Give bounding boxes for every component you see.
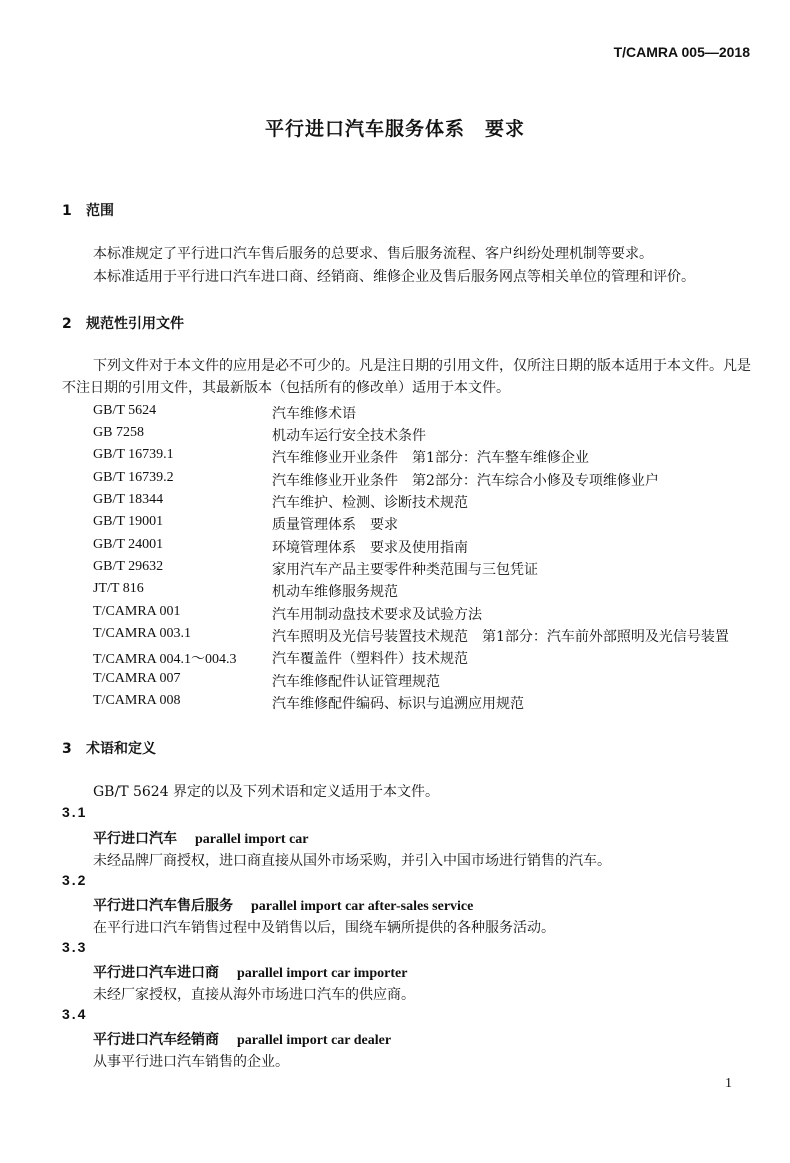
- reference-title: 汽车维修业开业条件 第1部分：汽车整车维修企业: [272, 450, 589, 466]
- reference-title: 汽车用制动盘技术要求及试验方法: [272, 607, 482, 623]
- section-title: 规范性引用文件: [86, 316, 184, 332]
- reference-code: GB/T 19001: [93, 514, 164, 529]
- term-en: parallel import car importer: [237, 966, 408, 981]
- term-en: parallel import car after-sales service: [251, 899, 474, 914]
- page-number: 1: [725, 1076, 732, 1091]
- term-name: [93, 962, 407, 982]
- section-number: 1: [62, 203, 72, 219]
- standard-code: T/CAMRA 005—2018: [613, 44, 750, 60]
- reference-code: T/CAMRA 008: [93, 693, 181, 708]
- term-name: [93, 895, 473, 915]
- term-number: 3.4: [62, 1006, 88, 1022]
- reference-title: 汽车维修配件编码、标识与追溯应用规范: [272, 696, 524, 712]
- reference-code: GB/T 16739.1: [93, 447, 174, 462]
- reference-code: GB/T 18344: [93, 492, 164, 507]
- term-name: [93, 1029, 391, 1049]
- reference-title: 汽车照明及光信号装置技术规范 第1部分：汽车前外部照明及光信号装置: [272, 629, 729, 645]
- term-number: 3.2: [62, 872, 88, 888]
- section-title: 范围: [86, 203, 114, 219]
- reference-code: T/CAMRA 003.1: [93, 626, 192, 641]
- section-number: 3: [62, 741, 72, 757]
- terms-intro: GB/T 5624 界定的以及下列术语和定义适用于本文件。: [93, 784, 440, 800]
- scope-paragraph-1: 本标准规定了平行进口汽车售后服务的总要求、售后服务流程、客户纠纷处理机制等要求。: [93, 246, 653, 262]
- reference-code: GB/T 24001: [93, 537, 164, 552]
- reference-title: 汽车维护、检测、诊断技术规范: [272, 495, 468, 511]
- term-number: 3.3: [62, 939, 88, 955]
- reference-title: 汽车维修配件认证管理规范: [272, 674, 440, 690]
- section-3-heading: [62, 738, 156, 758]
- section-2-heading: [62, 313, 184, 333]
- term-en: parallel import car dealer: [237, 1033, 392, 1048]
- reference-code: T/CAMRA 004.1～004.3: [93, 652, 237, 667]
- reference-code: T/CAMRA 007: [93, 671, 181, 686]
- reference-title: 质量管理体系 要求: [272, 517, 398, 533]
- term-definition: 在平行进口汽车销售过程中及销售以后，围绕车辆所提供的各种服务活动。: [93, 920, 555, 936]
- reference-code: GB/T 29632: [93, 559, 164, 574]
- term-definition: 从事平行进口汽车销售的企业。: [93, 1054, 289, 1070]
- reference-title: 机动车维修服务规范: [272, 584, 398, 600]
- document-title: 平行进口汽车服务体系 要求: [264, 118, 525, 140]
- term-zh: 平行进口汽车: [93, 831, 177, 847]
- reference-code: GB 7258: [93, 425, 144, 440]
- reference-title: 汽车维修业开业条件 第2部分：汽车综合小修及专项维修业户: [272, 473, 659, 489]
- term-number: 3.1: [62, 804, 88, 820]
- section-1-heading: [62, 200, 114, 220]
- reference-title: 环境管理体系 要求及使用指南: [272, 540, 468, 556]
- term-en: parallel import car: [195, 832, 309, 847]
- reference-title: 汽车维修术语: [272, 406, 356, 422]
- section-title: 术语和定义: [86, 741, 156, 757]
- reference-title: 机动车运行安全技术条件: [272, 428, 426, 444]
- reference-code: GB/T 5624: [93, 403, 157, 418]
- reference-title: 汽车覆盖件（塑料件）技术规范: [272, 651, 468, 667]
- term-zh: 平行进口汽车经销商: [93, 1032, 219, 1048]
- term-definition: 未经品牌厂商授权，进口商直接从国外市场采购，并引入中国市场进行销售的汽车。: [93, 853, 611, 869]
- term-definition: 未经厂家授权，直接从海外市场进口汽车的供应商。: [93, 987, 415, 1003]
- reference-title: 家用汽车产品主要零件种类范围与三包凭证: [272, 562, 538, 578]
- reference-code: T/CAMRA 001: [93, 604, 181, 619]
- scope-paragraph-2: 本标准适用于平行进口汽车进口商、经销商、维修企业及售后服务网点等相关单位的管理和评价。: [93, 269, 695, 285]
- references-intro: 下列文件对于本文件的应用是必不可少的。凡是注日期的引用文件，仅所注日期的版本适用于本文件。凡是不注日期的引用文件，其最新版本（包括所有的修改单）适用于本文件。: [62, 358, 751, 396]
- term-zh: 平行进口汽车售后服务: [93, 898, 233, 914]
- term-zh: 平行进口汽车进口商: [93, 965, 219, 981]
- reference-code: GB/T 16739.2: [93, 470, 174, 485]
- reference-code: JT/T 816: [93, 581, 144, 596]
- term-name: [93, 828, 309, 848]
- section-number: 2: [62, 316, 72, 332]
